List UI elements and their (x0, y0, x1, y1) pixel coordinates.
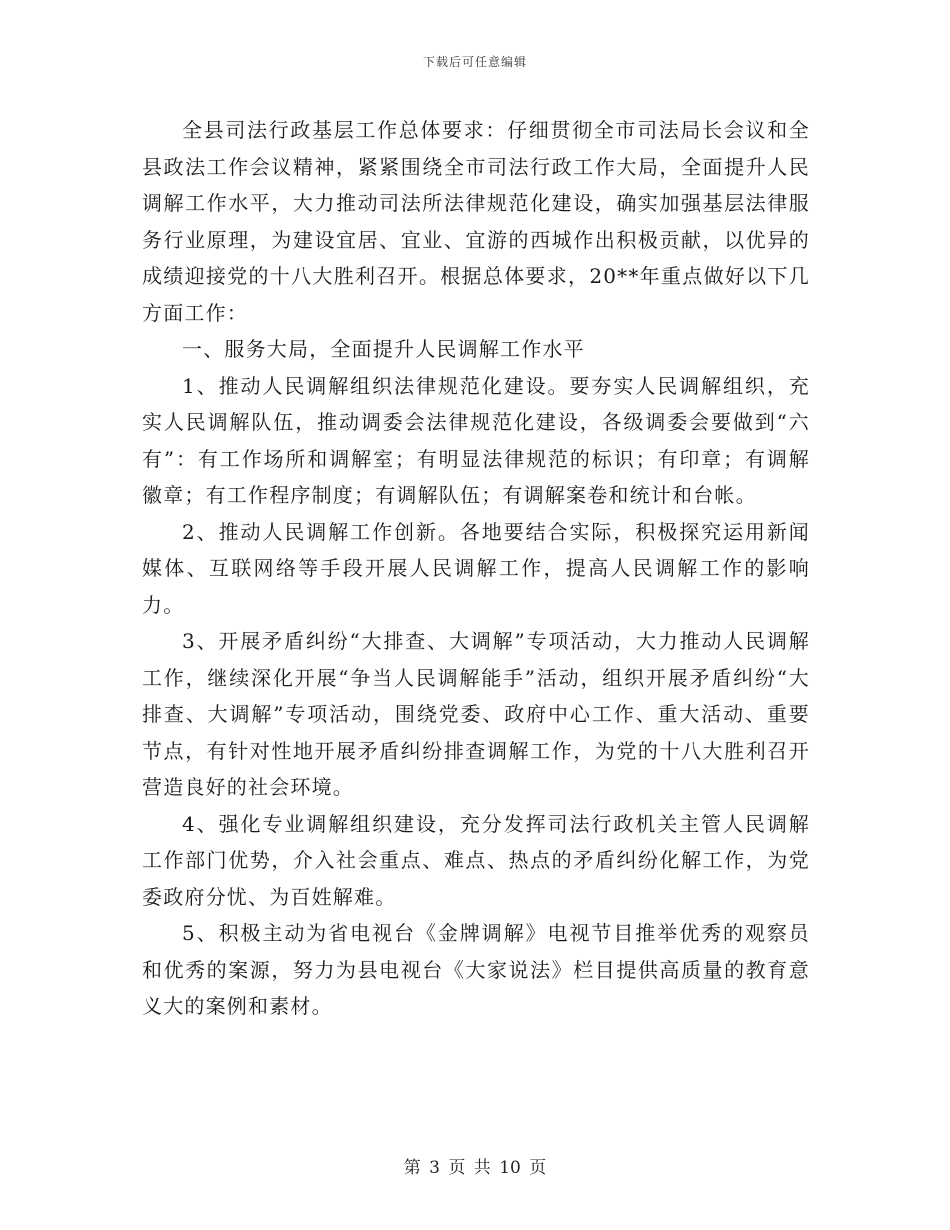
page-header-note: 下载后可任意编辑 (422, 55, 527, 69)
section-heading-1: 一、服务大局，全面提升人民调解工作水平 (182, 337, 585, 361)
document-body (142, 112, 810, 1025)
paragraph-item-4: 4、强化专业调解组织建设，充分发挥司法行政机关主管人民调解工作部门优势，介入社会重点、难点、热点的矛盾纠纷化解工作，为党委政府分忧、为百姓解难。 (142, 811, 810, 909)
paragraph-item-3: 3、开展矛盾纠纷“大排查、大调解”专项活动，大力推动人民调解工作，继续深化开展“争当人民调解能手”活动，组织开展矛盾纠纷“大排查、大调解”专项活动，围绕党委、政府中心工作、重大活动、重要节点，有针对性地开展矛盾纠纷排查调解工作，为党的十八大胜利召开营造良好的社会环境。 (142, 629, 810, 799)
paragraph-item-5: 5、积极主动为省电视台《金牌调解》电视节目推举优秀的观察员和优秀的案源，努力为县电视台《大家说法》栏目提供高质量的教育意义大的案例和素材。 (142, 921, 810, 1018)
paragraph-intro: 全县司法行政基层工作总体要求：仔细贯彻全市司法局长会议和全县政法工作会议精神，紧紧围绕全市司法行政工作大局，全面提升人民调解工作水平，大力推动司法所法律规范化建设，确实加强基层法律服务行业原理，为建设宜居、宜业、宜游的西城作出积极贡献，以优异的成绩迎接党的十八大胜利召开。根据总体要求，20**年重点做好以下几方面工作： (142, 118, 810, 325)
page-number: 第 3 页 共 10 页 (403, 1158, 547, 1178)
paragraph-item-1: 1、推动人民调解组织法律规范化建设。要夯实人民调解组织，充实人民调解队伍，推动调委会法律规范化建设，各级调委会要做到“六有”：有工作场所和调解室；有明显法律规范的标识；有印章；有调解徽章；有工作程序制度；有调解队伍；有调解案卷和统计和台帐。 (142, 373, 810, 507)
paragraph-item-2: 2、推动人民调解工作创新。各地要结合实际，积极探究运用新闻媒体、互联网络等手段开展人民调解工作，提高人民调解工作的影响力。 (142, 519, 810, 617)
